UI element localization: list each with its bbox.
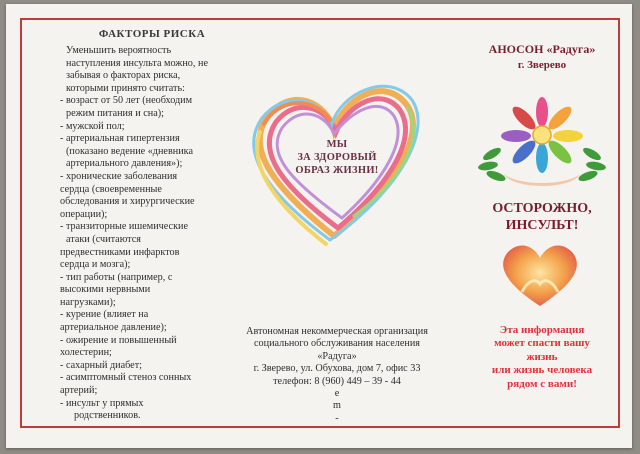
risk-line: - возраст от 50 лет (необходим (60, 95, 193, 107)
info-message (454, 324, 630, 391)
risk-line: - сахарный диабет; (60, 359, 142, 371)
brand-name: АНОСОН «Радуга» (488, 42, 596, 56)
org-line: Автономная некоммерческая организация (246, 326, 428, 337)
risk-factors-title: ФАКТОРЫ РИСКА (98, 28, 206, 40)
risk-line: артериальное давление); (60, 322, 167, 334)
risk-line: - курение (влияет на (60, 309, 149, 321)
risk-line: - артериальная гипертензия (60, 133, 180, 145)
info-line: рядом с вами! (507, 377, 577, 390)
risk-intro-line: Уменьшить вероятность (66, 45, 172, 56)
risk-line: операции); (60, 208, 108, 220)
risk-factor-list (60, 95, 230, 422)
warning-title (454, 200, 630, 234)
risk-line: высокими нервными (60, 284, 151, 296)
risk-line: обследования и хирургические (60, 196, 195, 208)
brand-city: г. Зверево (517, 59, 567, 71)
risk-intro-line: забывая о факторах риска, (66, 70, 181, 82)
risk-line: родственников. (74, 410, 141, 422)
risk-intro-line: которыми принято считать: (66, 82, 185, 94)
risk-line: предвестниками инфарктов (60, 246, 180, 258)
org-line: e (334, 388, 340, 400)
info-line: Эта информация (499, 324, 585, 336)
info-line: или жизнь человека (491, 364, 593, 377)
org-address: г. Зверево, ул. Обухова, дом 7, офис 33 (253, 363, 421, 375)
slogan (268, 138, 406, 177)
info-line: жизнь (526, 350, 558, 363)
risk-line: артериального давления»); (66, 158, 183, 170)
org-phone: телефон: 8 (960) 449 – 39 - 44 (273, 375, 401, 387)
org-line: m (333, 400, 341, 412)
risk-line: - ожирение и повышенный (60, 334, 177, 346)
risk-line: режим питания и сна); (66, 107, 164, 119)
risk-line: нагрузками); (60, 296, 116, 308)
risk-line: холестерин; (60, 347, 112, 359)
risk-line: - мужской пол; (60, 120, 125, 132)
risk-line: - транзиторные ишемические (60, 221, 188, 233)
flower-hands-icon (474, 94, 610, 194)
organization-contacts (242, 326, 432, 425)
risk-line: сердца (своевременные (60, 183, 162, 195)
risk-line: - асимптомный стеноз сонных (60, 372, 192, 384)
slogan-line: ОБРАЗ ЖИЗНИ! (295, 165, 379, 176)
risk-line: сердца и мозга); (60, 259, 131, 271)
brochure-sheet (6, 4, 632, 448)
risk-line: - тип работы (например, с (60, 271, 173, 283)
risk-intro (60, 45, 230, 95)
org-line: - (335, 412, 339, 424)
org-line: «Радуга» (317, 350, 357, 362)
slogan-line: ЗА ЗДОРОВЫЙ (297, 152, 377, 163)
risk-line: - инсульт у прямых (60, 397, 144, 409)
heart-hands-icon (492, 240, 588, 310)
risk-line: (показано ведение «дневника (66, 145, 193, 157)
risk-line: артерий; (60, 385, 98, 397)
risk-factors-column (60, 28, 230, 423)
glowing-heart (492, 240, 588, 310)
warning-line: ИНСУЛЬТ! (505, 218, 579, 233)
risk-line: атаки (считаются (66, 233, 141, 245)
warning-line: ОСТОРОЖНО, (492, 201, 592, 216)
slogan-line: МЫ (326, 139, 348, 150)
org-line: социального обслуживания населения (254, 338, 420, 350)
cover-column (454, 28, 630, 390)
flower-logo (474, 94, 610, 194)
risk-line: - хронические заболевания (60, 170, 178, 182)
risk-intro-line: наступления инсульта можно, не (66, 57, 208, 69)
info-line: может спасти вашу (494, 337, 590, 350)
